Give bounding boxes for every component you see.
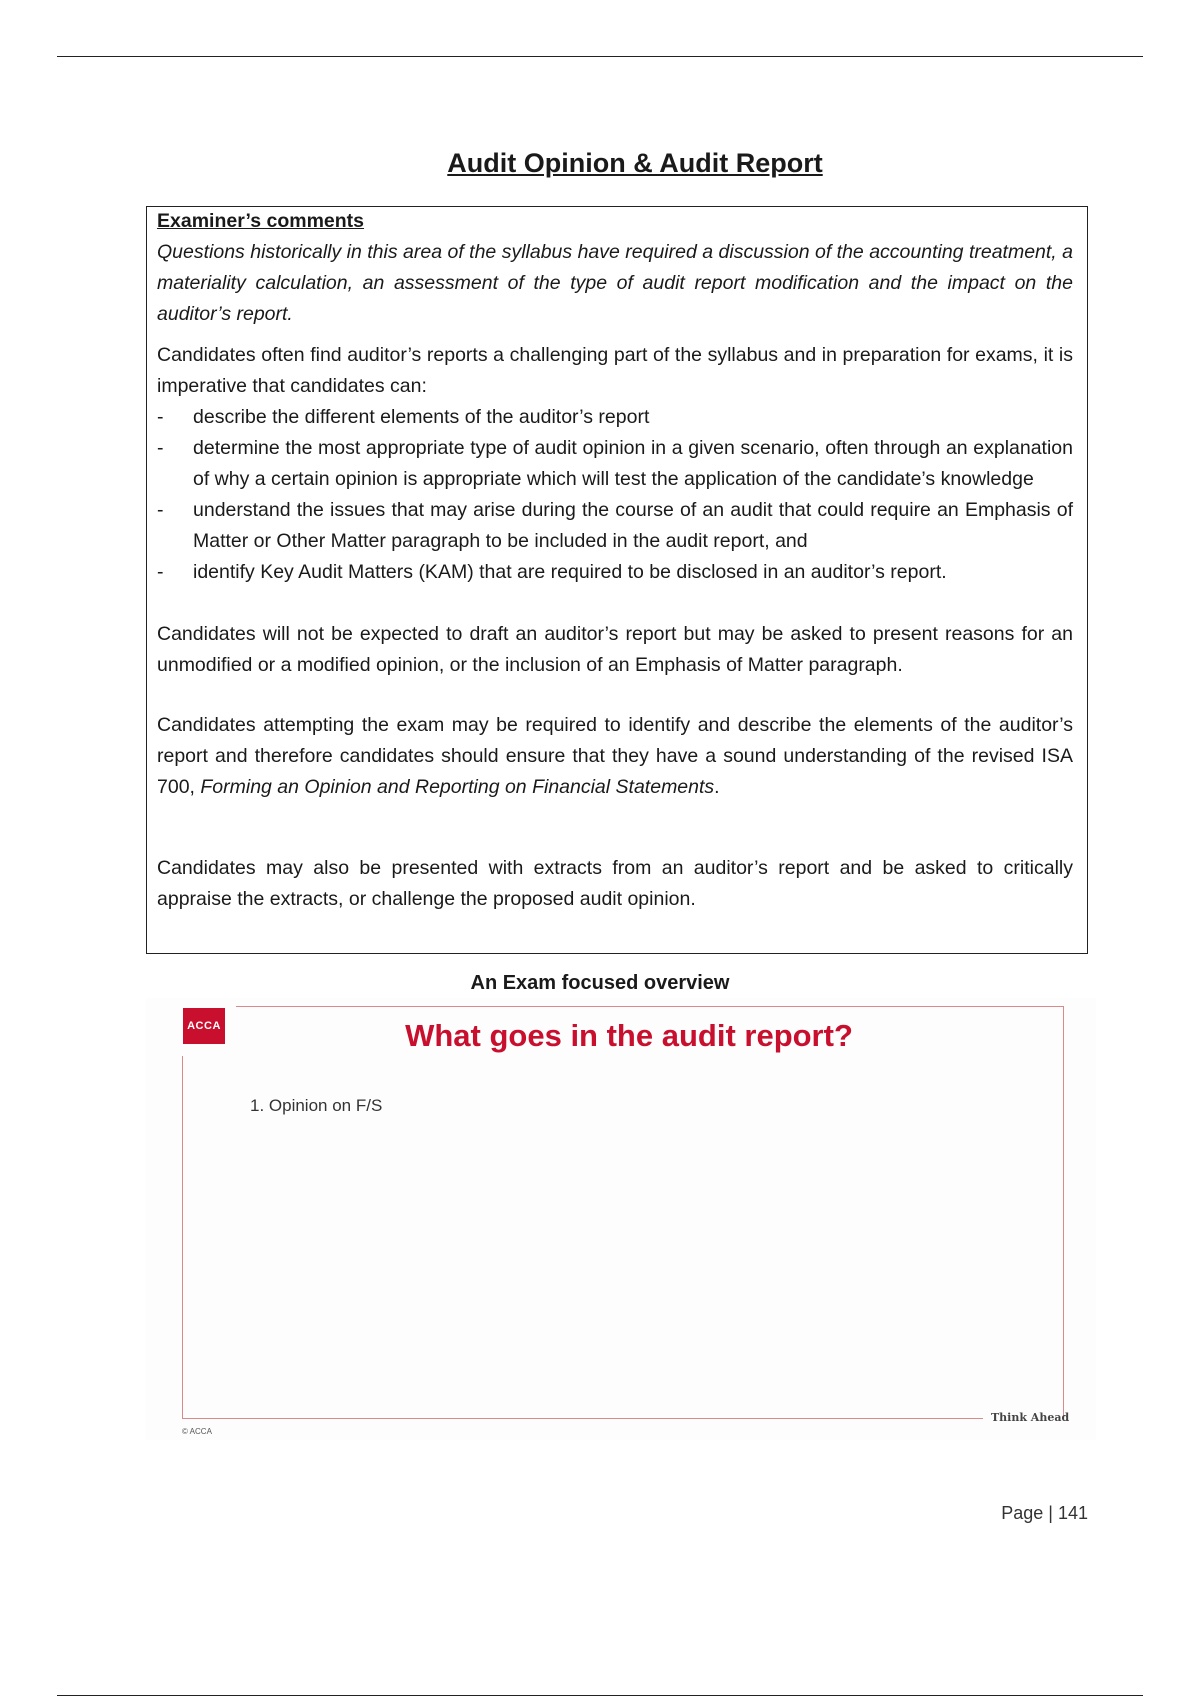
examiner-extracts-paragraph: Candidates may also be presented with extracts from an auditor’s report and be asked to critically appraise the extracts, or challenge the proposed audit opinion. (157, 857, 1073, 910)
examiner-draft-paragraph: Candidates will not be expected to draft an auditor’s report but may be asked to present reasons for an unmodified or a modified opinion, or the inclusion of an Emphasis of Matter paragraph. (157, 623, 1073, 676)
list-item: - understand the issues that may arise during the course of an audit that could require an Emphasis of Matter or Other Matter paragraph to be included in the audit report, and (157, 495, 1073, 557)
list-item: - determine the most appropriate type of audit opinion in a given scenario, often through an explanation of why a certain opinion is appropriate which will test the application of the candidate’s knowledge (157, 433, 1073, 495)
page-title: Audit Opinion & Audit Report (447, 148, 823, 178)
slide-copyright: © ACCA (182, 1427, 212, 1436)
examiner-bullet-list (157, 402, 1073, 588)
examiner-intro-paragraph: Questions historically in this area of the syllabus have required a discussion of the accounting treatment, a materiality calculation, an assessment of the type of audit report modification and the impact on the auditor’s report. (157, 241, 1073, 325)
page-number: Page | 141 (1001, 1503, 1088, 1523)
bullet-dash: - (157, 499, 164, 521)
list-item: - describe the different elements of the auditor’s report (157, 402, 1073, 433)
bullet-dash: - (157, 437, 164, 459)
examiner-comments-heading: Examiner’s comments (157, 210, 365, 232)
slide-list-item: 1. Opinion on F/S (250, 1096, 383, 1115)
footer-rule (57, 1695, 1143, 1696)
bullet-dash: - (157, 561, 164, 583)
slide-frame-bottom (182, 1418, 983, 1419)
bullet-dash: - (157, 406, 164, 428)
slide-frame (236, 1006, 1064, 1418)
examiner-isa-paragraph: Candidates attempting the exam may be required to identify and describe the elements of the auditor’s report and therefore candidates should ensure that they have a sound understanding of the revised ISA 700, Forming an Opinion and Reporting on Financial Statements. (157, 714, 1073, 798)
isa-standard-title: Forming an Opinion and Reporting on Financial Statements (200, 776, 715, 798)
acca-logo: ACCA (183, 1008, 225, 1044)
slide-title: What goes in the audit report? (405, 1018, 853, 1053)
list-item: - identify Key Audit Matters (KAM) that are required to be disclosed in an auditor’s report. (157, 557, 1073, 588)
header-rule (57, 56, 1143, 57)
slide-frame-left (182, 1056, 183, 1418)
examiner-lead-paragraph: Candidates often find auditor’s reports a challenging part of the syllabus and in preparation for exams, it is imperative that candidates can: (157, 344, 1073, 397)
overview-caption: An Exam focused overview (470, 972, 730, 994)
examiner-comments-box (146, 206, 1088, 954)
slide-tagline: Think Ahead (991, 1411, 1070, 1424)
